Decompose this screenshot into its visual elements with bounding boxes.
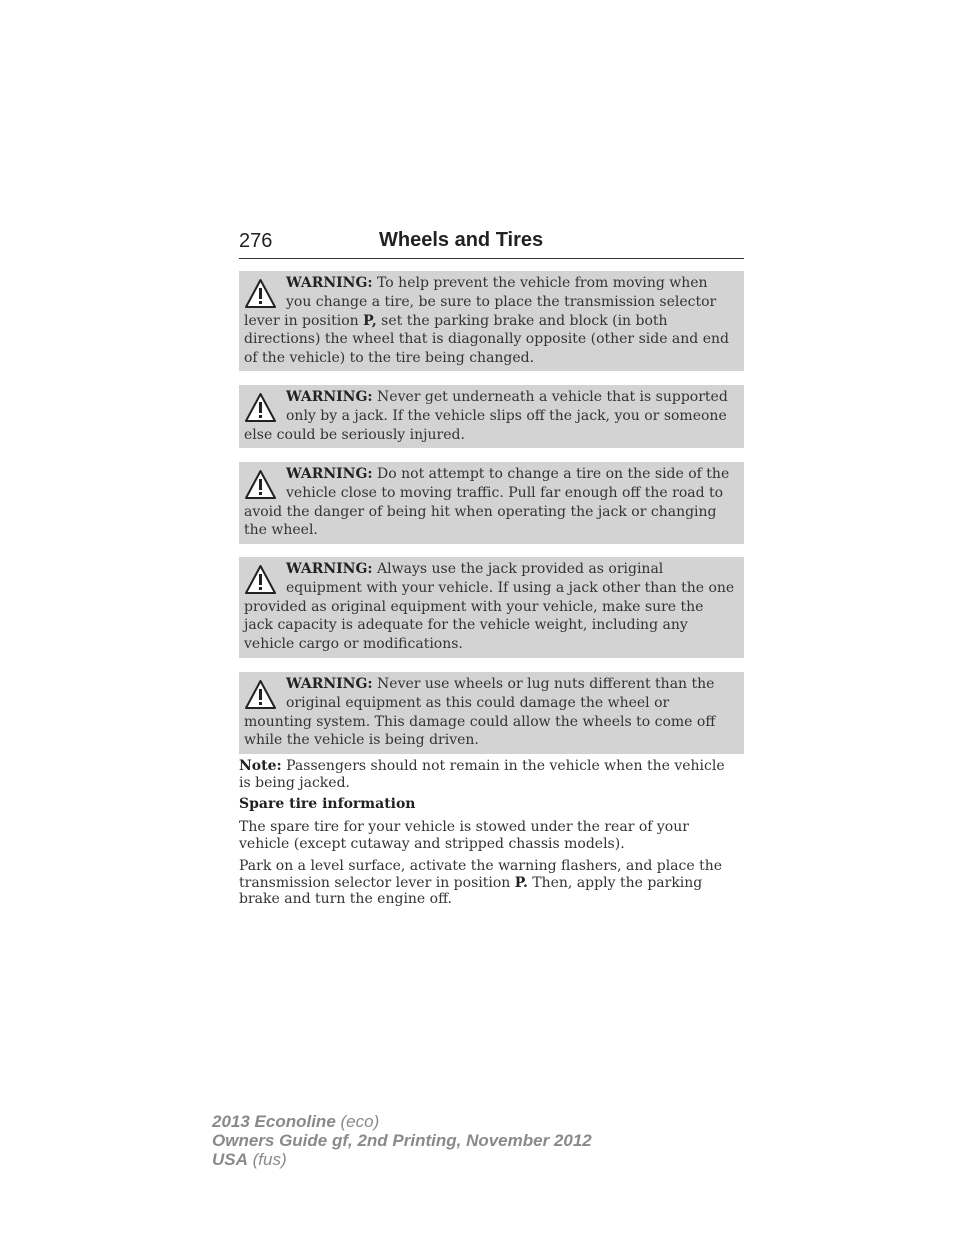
warning-label: WARNING:: [286, 466, 373, 482]
warning-box: [239, 557, 744, 658]
warning-label: WARNING:: [286, 389, 373, 405]
warning-text: Always use the jack provided as original equipment with your vehicle. If using a jack other than the one provided as original equipment with your vehicle, make sure the jack capacity is adequate for the vehicle weight, including any vehicle cargo or modifications.: [244, 561, 735, 653]
warning-label: WARNING:: [286, 676, 373, 692]
warning-triangle-icon: [244, 392, 277, 424]
warning-triangle-icon: [244, 469, 277, 501]
warning-box: [239, 672, 744, 754]
warning-bold: P,: [363, 312, 377, 329]
spare-tire-heading: Spare tire information: [239, 796, 416, 812]
document-footer: [212, 1112, 592, 1169]
warning-box: [239, 462, 744, 544]
warning-label: WARNING:: [286, 561, 373, 577]
spare-tire-paragraph: The spare tire for your vehicle is stowed under the rear of your vehicle (except cutaway and stripped chassis models).: [239, 819, 689, 852]
warning-box: [239, 271, 744, 371]
note-label: Note:: [239, 758, 282, 774]
paragraph-text: Then, apply the parking brake and turn the engine off.: [239, 874, 703, 908]
warning-text: To help prevent the vehicle from moving when you change a tire, be sure to place the transmission selector lever in position: [244, 275, 717, 329]
footer-model: 2013 Econoline: [212, 1112, 336, 1131]
page-number: 276: [239, 230, 273, 252]
page-header: [239, 228, 744, 259]
warning-triangle-icon: [244, 679, 277, 711]
footer-model-code: (eco): [335, 1112, 380, 1131]
section-title: Wheels and Tires: [379, 229, 544, 251]
warning-box: [239, 385, 744, 448]
warning-text: set the parking brake and block (in both directions) the wheel that is diagonally opposite (other side and end of the vehicle) to the tire being changed.: [244, 312, 729, 367]
warning-triangle-icon: [244, 278, 277, 310]
footer-printing: Owners Guide gf, 2nd Printing, November 2012: [212, 1131, 592, 1150]
warning-text: Never get underneath a vehicle that is supported only by a jack. If the vehicle slips off the jack, you or someone else could be seriously injured.: [244, 389, 728, 443]
warning-text: Do not attempt to change a tire on the side of the vehicle close to moving traffic. Pull far enough off the road to avoid the danger of being hit when operating the jack or changing the wheel.: [244, 466, 730, 539]
note-text: Passengers should not remain in the vehicle when the vehicle is being jacked.: [239, 758, 725, 791]
footer-line-region: [212, 1150, 592, 1169]
footer-region: USA: [212, 1150, 248, 1169]
footer-region-code: (fus): [247, 1150, 287, 1169]
warning-label: WARNING:: [286, 275, 373, 291]
footer-line-model: [212, 1112, 592, 1131]
warning-text: Never use wheels or lug nuts different than the original equipment as this could damage the wheel or mounting system. This damage could allow the wheels to come off while the vehicle is being driven.: [244, 676, 716, 749]
warning-triangle-icon: [244, 564, 277, 596]
note-paragraph: [239, 758, 739, 791]
park-instructions-paragraph: [239, 858, 739, 908]
paragraph-bold: P.: [514, 874, 528, 891]
paragraph-text: Park on a level surface, activate the warning flashers, and place the transmission selector lever in position: [239, 858, 723, 891]
